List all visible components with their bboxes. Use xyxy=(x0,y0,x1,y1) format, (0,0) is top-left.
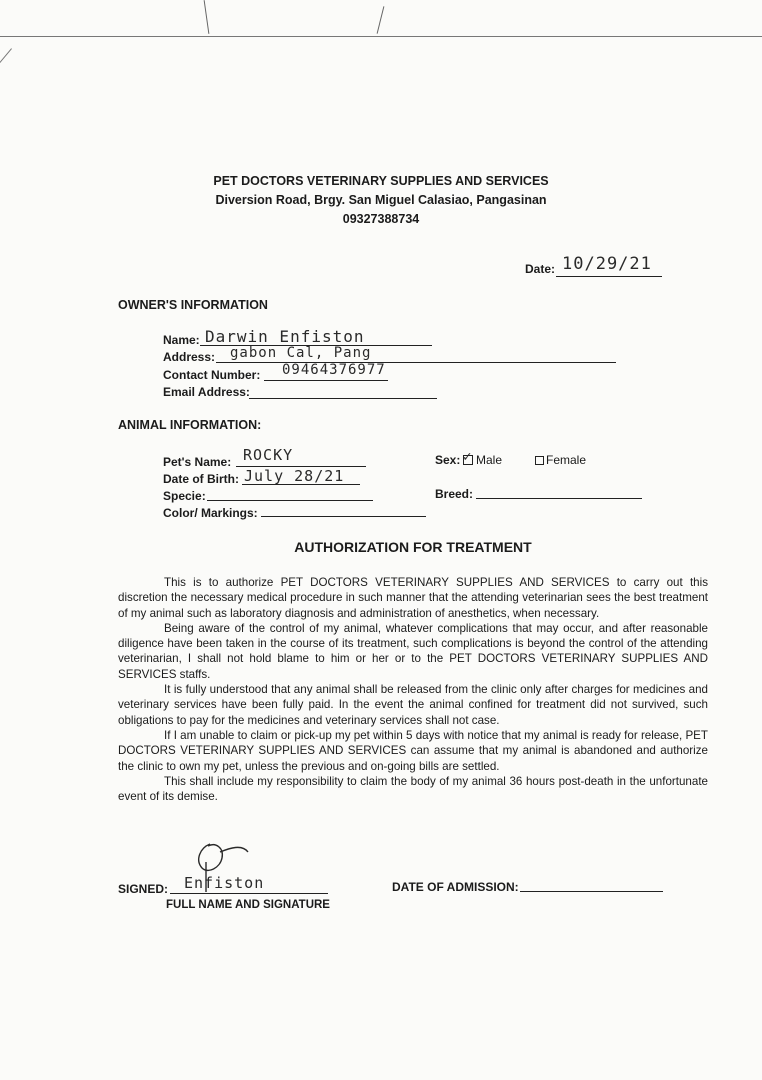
owner-name-label: Name: xyxy=(163,333,200,347)
signed-label: SIGNED: xyxy=(118,882,169,896)
dob-value: July 28/21 xyxy=(244,467,345,485)
admission-line xyxy=(520,891,663,892)
clinic-phone: 09327388734 xyxy=(342,212,420,226)
admission-label: DATE OF ADMISSION: xyxy=(392,880,519,894)
color-label: Color/ Markings: xyxy=(163,506,258,520)
owner-email-line xyxy=(249,398,437,399)
authorization-paragraph: If I am unable to claim or pick-up my pet within 5 days with notice that my animal is ready for release, PET DOCTORS VETERINARY SUPPLIES AND SERVICES can assume that my animal is abandoned and authorize the clinic to own my pet, unless the previous and on-going bills are settled. xyxy=(118,728,708,773)
scan-mark xyxy=(204,0,210,34)
breed-line xyxy=(476,498,642,499)
sex-female-checkbox[interactable] xyxy=(535,456,544,465)
scan-mark xyxy=(377,6,385,33)
animal-section-title: ANIMAL INFORMATION: xyxy=(118,418,262,432)
date-value: 10/29/21 xyxy=(562,254,652,274)
clinic-name: PET DOCTORS VETERINARY SUPPLIES AND SERVICES xyxy=(213,174,549,188)
signature-handwritten-name: Enfiston xyxy=(184,874,265,892)
owner-address-label: Address: xyxy=(163,350,216,364)
dob-label: Date of Birth: xyxy=(163,472,239,486)
authorization-paragraph: It is fully understood that any animal shall be released from the clinic only after charges for medicines and veterinary services have been fully paid. In the event the animal confined for treatment did not survived, such obligations to pay for the medicines and veterinary services shall not case. xyxy=(118,683,708,727)
specie-label: Specie: xyxy=(163,489,206,503)
authorization-body xyxy=(118,575,708,804)
owner-contact-line xyxy=(264,380,388,381)
date-line xyxy=(556,276,662,277)
clinic-address: Diversion Road, Brgy. San Miguel Calasiao, Pangasinan xyxy=(215,193,547,207)
sex-label: Sex: xyxy=(435,453,461,467)
breed-label: Breed: xyxy=(435,487,474,501)
owner-address-value: gabon Cal, Pang xyxy=(230,345,372,361)
pet-name-value: ROCKY xyxy=(243,446,294,464)
authorization-paragraph: This shall include my responsibility to claim the body of my animal 36 hours post-death in the unfortunate event of its demise. xyxy=(118,774,708,804)
sex-female-label: Female xyxy=(546,453,587,467)
owner-contact-label: Contact Number: xyxy=(163,368,261,382)
specie-line xyxy=(207,500,373,501)
scan-edge-line xyxy=(0,36,762,37)
date-label: Date: xyxy=(525,262,556,276)
authorization-title: AUTHORIZATION FOR TREATMENT xyxy=(294,539,532,555)
signature-caption: FULL NAME AND SIGNATURE xyxy=(166,899,330,911)
pet-name-label: Pet's Name: xyxy=(163,455,232,469)
owner-email-label: Email Address: xyxy=(163,385,250,399)
authorization-paragraph: Being aware of the control of my animal, whatever complications that may occur, and after reasonable diligence have been taken in the course of its treatment, such complications is beyond the control of the attending veterinarian, I shall not hold blame to him or her or to the PET DOCTORS VETERINARY SUPPLIES AND SERVICES staffs. xyxy=(118,621,708,681)
sex-male-label: Male xyxy=(476,453,503,467)
scan-mark xyxy=(0,48,12,65)
authorization-paragraph: This is to authorize PET DOCTORS VETERINARY SUPPLIES AND SERVICES to carry out this discretion the necessary medical procedure in such manner that the attending veterinarian sees the best treatment of my animal such as laboratory diagnosis and administration of anesthetics, when necessary. xyxy=(118,576,708,620)
color-line xyxy=(261,516,426,517)
sex-check-mark: ✓ xyxy=(463,449,473,465)
owner-section-title: OWNER'S INFORMATION xyxy=(118,298,268,312)
owner-address-line xyxy=(216,362,616,363)
owner-contact-value: 09464376977 xyxy=(282,362,386,378)
owner-name-value: Darwin Enfiston xyxy=(205,327,365,346)
